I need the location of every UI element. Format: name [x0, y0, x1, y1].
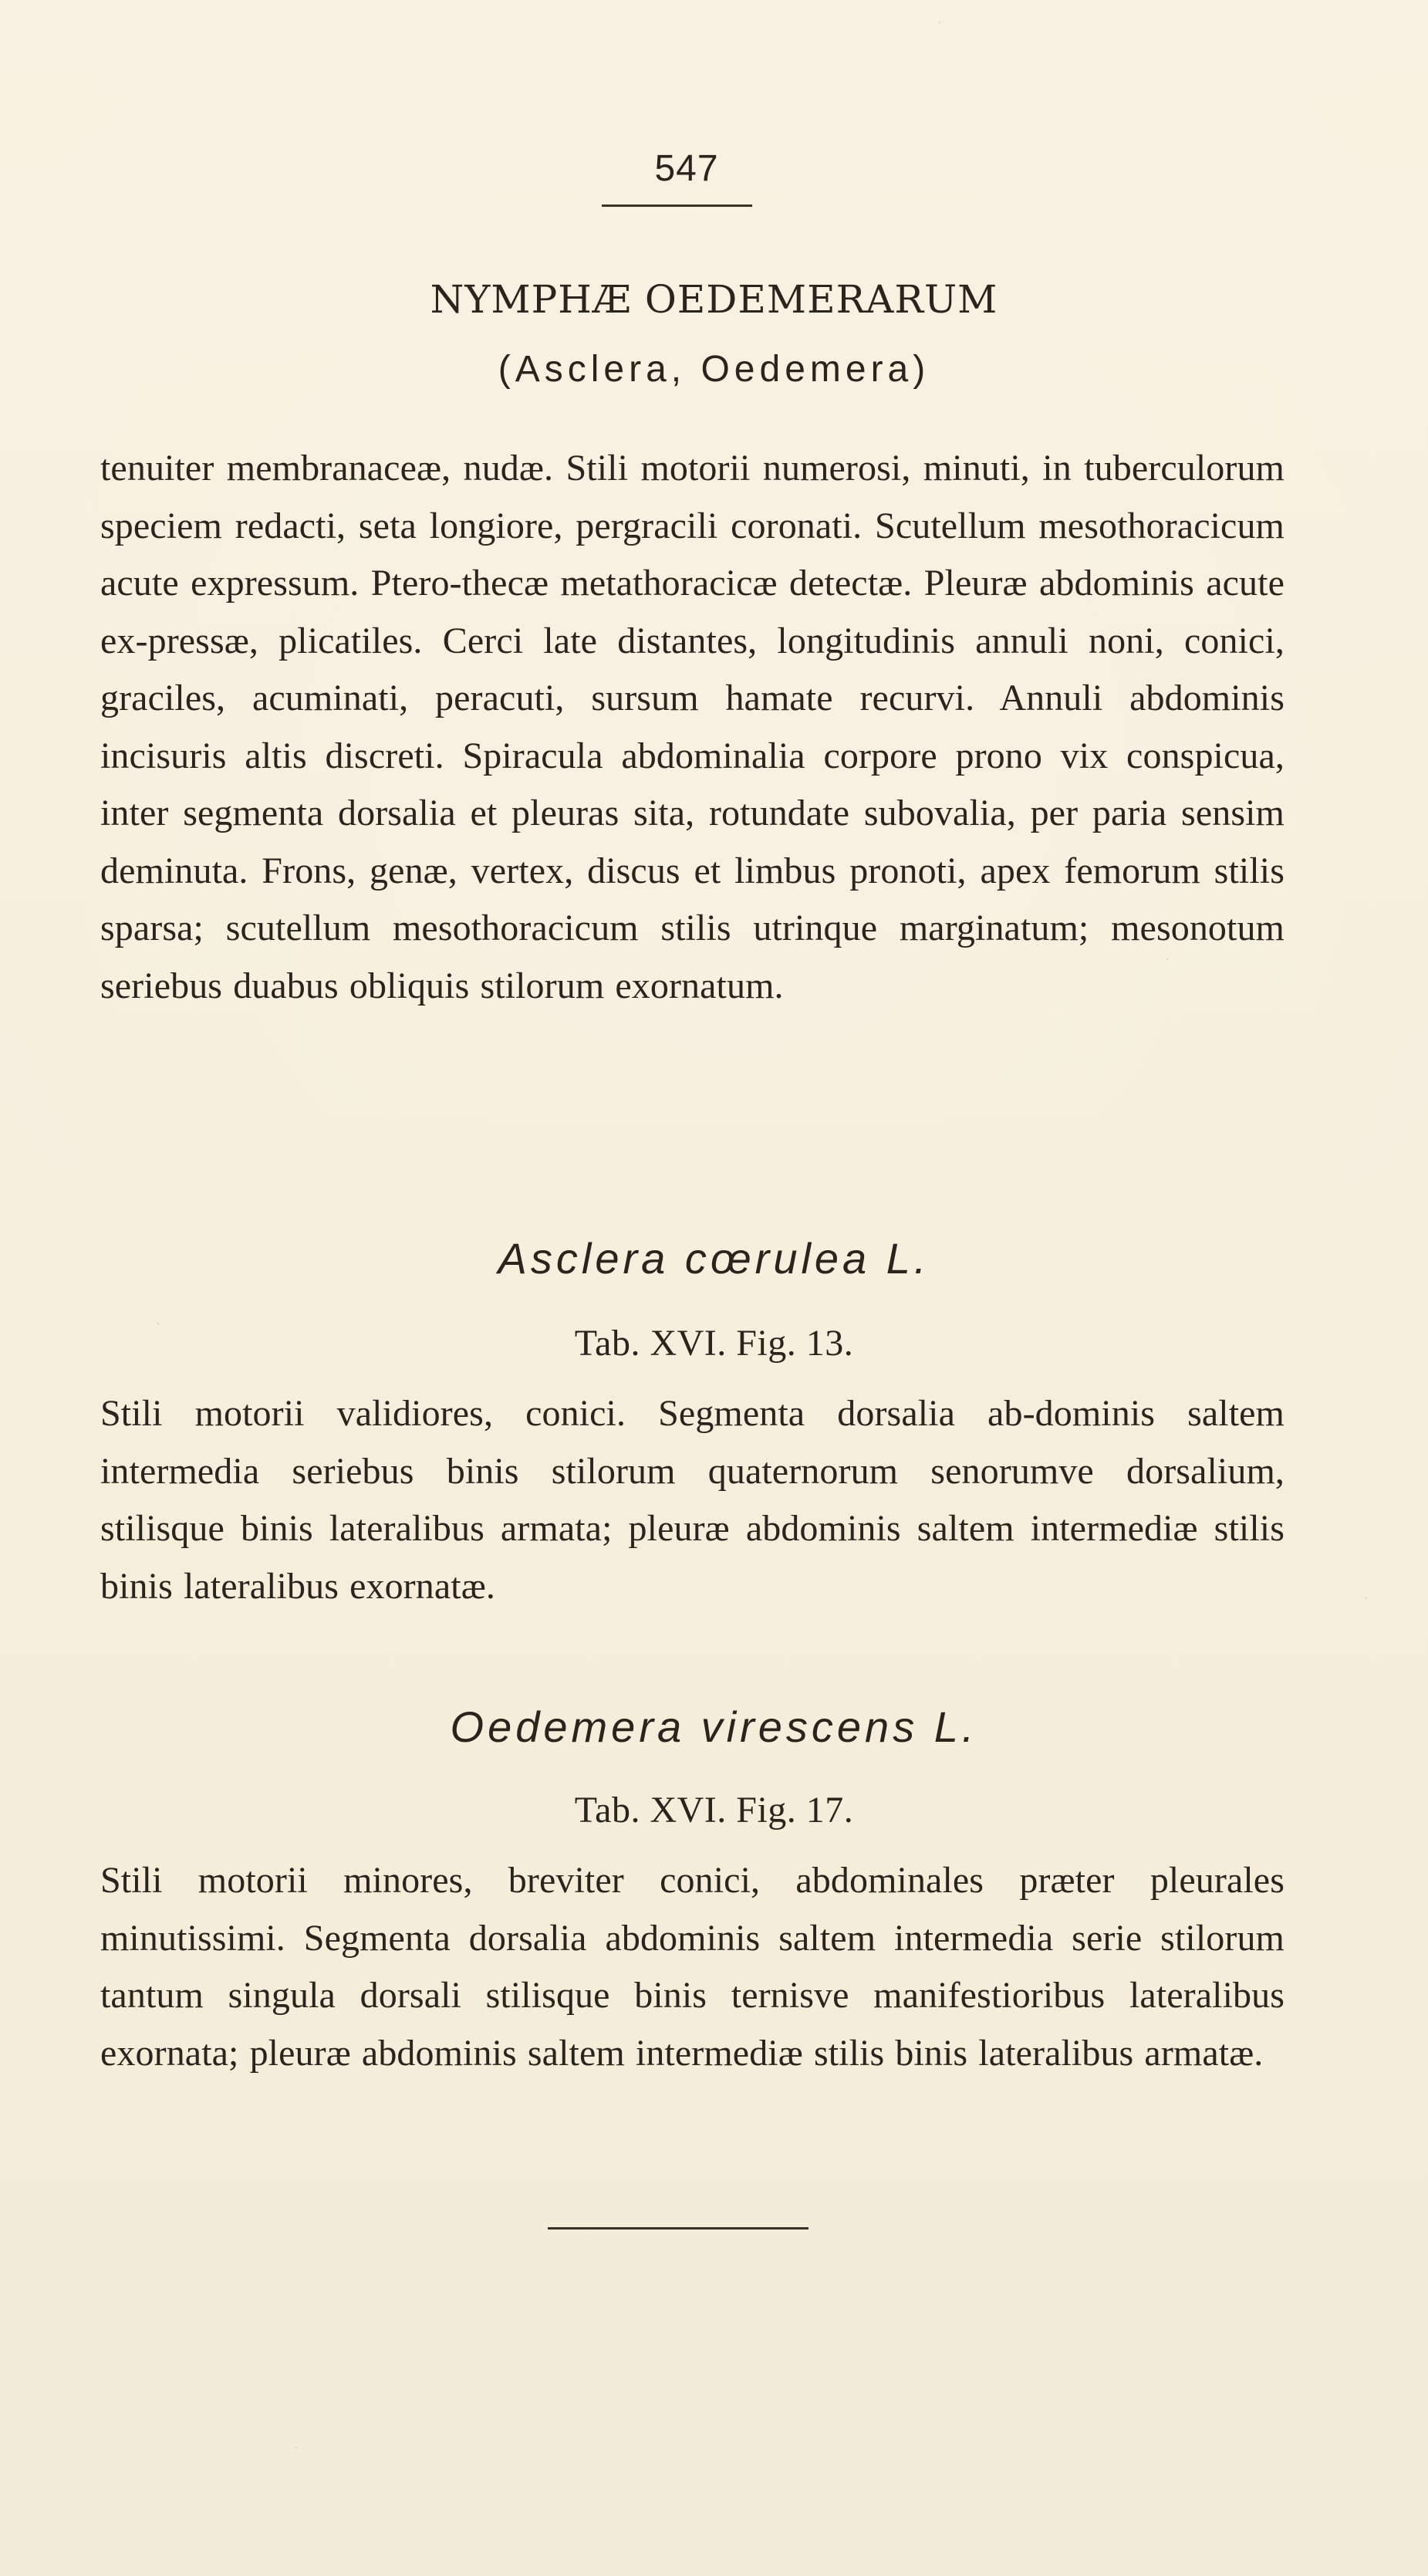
section-title: NYMPHÆ OEDEMERARUM [430, 277, 998, 322]
species-title-oedemera: Oedemera virescens L. [450, 1702, 978, 1751]
section-subtitle: (Asclera, Oedemera) [498, 349, 930, 390]
species-paragraph-asclera: Stili motorii validiores, conici. Segmenta dorsalia ab-dominis saltem intermedia seriebus binis stilorum quaternorum senorumve dorsalium, stilisque binis lateralibus armata; pleuræ abdominis saltem intermediæ stilis binis lateralibus exornatæ. [100, 1393, 1285, 1607]
page-number-rule [602, 205, 752, 207]
species-title-asclera: Asclera cœrulea L. [498, 1234, 930, 1283]
paper-speck [157, 1323, 159, 1324]
intro-paragraph: tenuiter membranaceæ, nudæ. Stili motorii numerosi, minuti, in tuberculorum speciem redacti, seta longiore, pergracili coronati. Scutellum mesothoracicum acute expressum. Ptero-thecæ metathoracicæ detectæ. Pleuræ abdominis acute ex-pressæ, plicatiles. Cerci late distantes, longitudinis annuli noni, conici, graciles, acuminati, peracuti, sursum hamate recurvi. Annuli abdominis incisuris altis discreti. Spiracula abdominalia corpore prono vix conspicua, inter segmenta dorsalia et pleuras sita, rotundate subovalia, per paria sensim deminuta. Frons, genæ, vertex, discus et limbus pronoti, apex femorum stilis sparsa; scutellum mesothoracicum stilis utrinque marginatum; mesonotum seriebus duabus obliquis stilorum exornatum. [100, 448, 1285, 1006]
paper-speck [1166, 958, 1168, 960]
plate-reference-oedemera: Tab. XVI. Fig. 17. [574, 1790, 854, 1831]
paper-speck [295, 2446, 297, 2448]
page-number: 547 [654, 148, 719, 189]
plate-reference-asclera: Tab. XVI. Fig. 13. [574, 1323, 854, 1364]
species-paragraph-oedemera: Stili motorii minores, breviter conici, abdominales præter pleurales minutissimi. Segmenta dorsalia abdominis saltem intermedia serie stilorum tantum singula dorsali stilisque binis ternisve manifestioribus lateralibus exornata; pleuræ abdominis saltem intermediæ stilis binis lateralibus armatæ. [100, 1860, 1285, 2074]
paper-speck [939, 22, 940, 23]
end-rule [548, 2227, 809, 2229]
paper-speck [1366, 1597, 1367, 1599]
